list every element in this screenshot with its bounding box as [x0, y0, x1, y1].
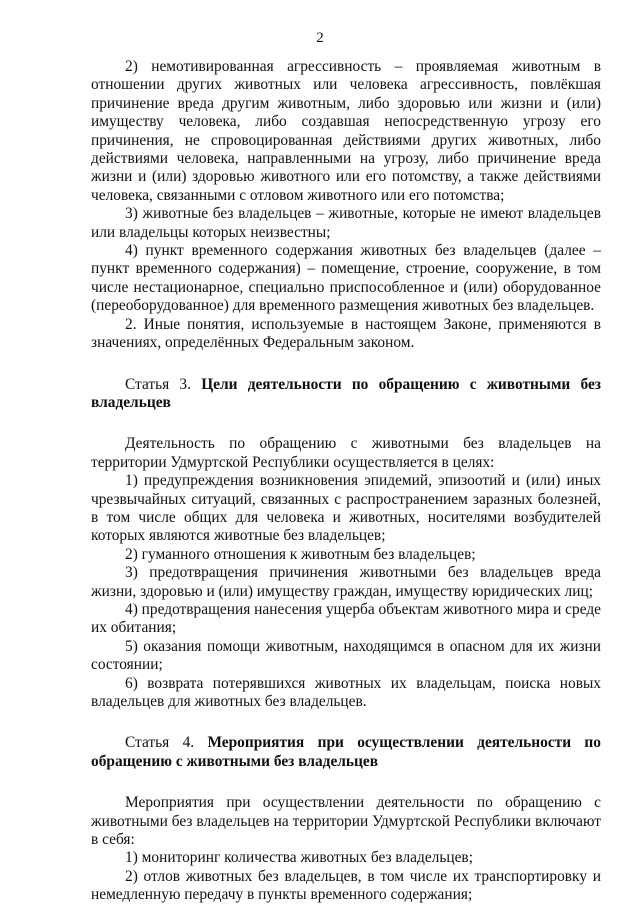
article-4-title: Мероприятия при осуществлении деятельности по обращению с животными без владельцев	[91, 734, 601, 770]
article-3-title: Цели деятельности по обращению с животными без владельцев	[91, 375, 601, 411]
definition-item-2: 2) немотивированная агрессивность – проявляемая животным в отношении других животных или человека агрессивность, повлёкшая причинение вреда другим животным, либо здоровью или жизни и (или) имуществу человека, либо создавшая непосредственную угрозу его причинения, не спровоцированная действиями других животных, либо действиями человека, направленными на угрозу, либо причинение вреда жизни и (или) здоровью животного или его потомству, а также действиями человека, связанными с отловом животного или его потомства;	[91, 58, 601, 204]
article-3-label: Статья 3.	[125, 375, 191, 393]
definition-clause-2: 2. Иные понятия, используемые в настоящем Законе, применяются в значениях, определённых Федеральным законом.	[91, 315, 601, 352]
definition-item-3: 3) животные без владельцев – животные, которые не имеют владельцев или владельцы которых неизвестны;	[91, 205, 601, 241]
article-3-item-3: 3) предотвращения причинения животными без владельцев вреда жизни, здоровью и (или) имуществу граждан, имуществу юридических лиц;	[91, 564, 601, 600]
article-3-item-4: 4) предотвращения нанесения ущерба объектам животного мира и среде их обитания;	[91, 600, 601, 637]
article-3-item-6: 6) возврата потерявшихся животных их владельцам, поиска новых владельцев для животных без владельцев.	[91, 674, 601, 710]
article-4-intro: Мероприятия при осуществлении деятельности по обращению с животными без владельцев на территории Удмуртской Республики включают в себя:	[91, 794, 601, 849]
article-3-item-2: 2) гуманного отношения к животным без владельцев;	[125, 545, 476, 563]
page-number: 2	[316, 30, 324, 46]
article-3-item-5: 5) оказания помощи животным, находящимся в опасном для их жизни состоянии;	[91, 637, 601, 674]
article-3-heading	[91, 376, 601, 413]
article-3-intro: Деятельность по обращению с животными без владельцев на территории Удмуртской Республики осуществляется в целях:	[91, 435, 601, 471]
article-4-label: Статья 4.	[125, 734, 195, 752]
article-4-item-1: 1) мониторинг количества животных без владельцев;	[125, 849, 473, 867]
article-3-item-1: 1) предупреждения возникновения эпидемий, эпизоотий и (или) иных чрезвычайных ситуаций, связанных с распространением заразных болезней, в том числе общих для человека и животных, носителями возбудителей которых являются животные без владельцев;	[91, 472, 601, 545]
article-4-item-2: 2) отлов животных без владельцев, в том числе их транспортировку и немедленную передачу в пункты временного содержания;	[91, 867, 601, 904]
article-4-heading	[91, 734, 601, 771]
document-body	[91, 58, 601, 905]
definition-item-4: 4) пункт временного содержания животных без владельцев (далее – пункт временного содержания) – помещение, строение, сооружение, в том числе нестационарное, специально приспособленное и (или) оборудованное (переоборудованное) для временного размещения животных без владельцев.	[91, 242, 601, 315]
